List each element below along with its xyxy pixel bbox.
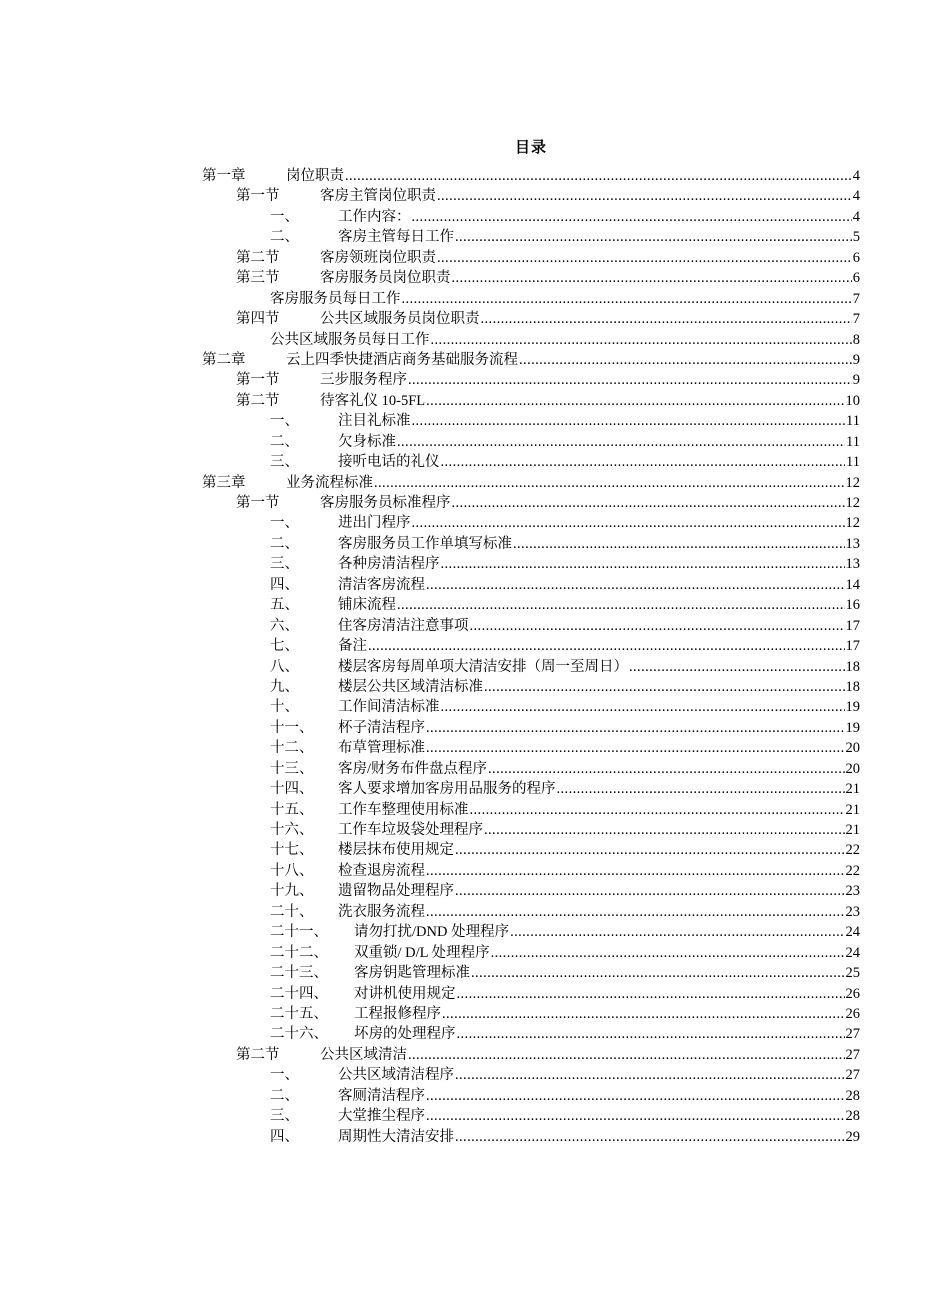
- toc-entry-title: 各种房清洁程序: [338, 556, 440, 573]
- toc-entry-title: 公共区域服务员每日工作: [270, 331, 430, 348]
- toc-entry-page-number: 21: [845, 822, 860, 838]
- toc-entry-title: 周期性大清洁安排: [338, 1128, 454, 1145]
- toc-entry-title: 公共区域清洁程序: [338, 1067, 454, 1084]
- toc-entry-page-number: 6: [852, 270, 860, 287]
- dot-leader: [455, 227, 852, 247]
- toc-entry-page-number: 12: [845, 495, 860, 511]
- toc-entry-title: 工作内容：: [338, 208, 411, 225]
- dot-leader: [452, 493, 845, 513]
- toc-entry-number: 二十、: [270, 903, 314, 920]
- toc-entry-number: 二十一、: [270, 924, 328, 941]
- toc-entry-page-number: 26: [845, 1005, 860, 1022]
- toc-entry[interactable]: [202, 718, 860, 738]
- toc-entry[interactable]: [202, 350, 860, 370]
- toc-entry-number: 七、: [270, 638, 299, 655]
- toc-entry-page-number: 28: [845, 1087, 860, 1104]
- toc-entry-title: 进出门程序: [338, 515, 411, 532]
- toc-entry-page-number: 10: [845, 392, 860, 409]
- toc-entry-title: 工作车垃圾袋处理程序: [338, 822, 483, 838]
- toc-entry-page-number: 14: [845, 576, 860, 593]
- toc-entry-title: 备注: [338, 638, 367, 655]
- toc-entry-number: 第一章: [202, 168, 246, 184]
- toc-entry-page-number: 6: [852, 249, 860, 266]
- dot-leader: [457, 1024, 845, 1044]
- toc-entry-page-number: 17: [845, 638, 860, 655]
- toc-entry-page-number: 9: [852, 372, 860, 389]
- toc-entry-page-number: 12: [845, 474, 860, 491]
- dot-leader: [441, 697, 845, 717]
- toc-entry-title: 大堂推尘程序: [338, 1108, 425, 1125]
- toc-entry-page-number: 11: [846, 454, 860, 471]
- toc-entry-title: 业务流程标准: [286, 474, 373, 491]
- toc-entry-title: 检查退房流程: [338, 862, 425, 879]
- toc-entry[interactable]: [202, 207, 860, 227]
- toc-entry-number: 十六、: [270, 822, 314, 838]
- toc-entry-page-number: 21: [845, 781, 860, 798]
- toc-entry-page-number: 27: [845, 1046, 860, 1063]
- dot-leader: [426, 738, 845, 758]
- toc-entry-number: 第三章: [202, 474, 246, 491]
- toc-entry[interactable]: [202, 330, 860, 350]
- toc-entry-number: 十七、: [270, 842, 314, 859]
- dot-leader: [510, 922, 844, 942]
- dot-leader: [368, 636, 845, 656]
- dot-leader: [426, 861, 845, 881]
- dot-leader: [412, 207, 852, 227]
- toc-entry[interactable]: [202, 616, 860, 636]
- toc-entry-page-number: 11: [846, 413, 860, 430]
- toc-entry-page-number: 22: [845, 842, 860, 859]
- toc-entry-page-number: 26: [845, 985, 860, 1002]
- toc-entry-title: 杯子清洁程序: [338, 719, 425, 736]
- toc-entry[interactable]: [202, 432, 860, 452]
- toc-entry-title: 楼层公共区域清洁标准: [338, 678, 483, 695]
- toc-entry[interactable]: [202, 534, 860, 554]
- dot-leader: [470, 800, 845, 820]
- toc-entry-number: 十八、: [270, 862, 314, 879]
- toc-entry[interactable]: [202, 902, 860, 922]
- dot-leader: [491, 943, 845, 963]
- toc-entry-title: 洗衣服务流程: [338, 903, 425, 920]
- dot-leader: [426, 902, 845, 922]
- toc-entry-number: 十四、: [270, 781, 314, 798]
- toc-entry-number: 三、: [270, 1108, 299, 1125]
- toc-entry-number: 第四节: [236, 311, 280, 328]
- toc-entry[interactable]: [202, 636, 860, 656]
- dot-leader: [408, 1045, 845, 1065]
- toc-entry[interactable]: [202, 943, 860, 963]
- toc-entry[interactable]: [202, 657, 860, 677]
- toc-entry-number: 二、: [270, 1087, 299, 1104]
- toc-entry-number: 二十六、: [270, 1026, 328, 1043]
- toc-entry-title: 客房服务员工作单填写标准: [338, 535, 512, 552]
- toc-entry[interactable]: [202, 984, 860, 1004]
- toc-entry-number: 二、: [270, 229, 299, 246]
- toc-entry-number: 十三、: [270, 760, 314, 777]
- toc-entry[interactable]: [202, 697, 860, 717]
- toc-entry-page-number: 7: [852, 311, 860, 328]
- dot-leader: [441, 554, 845, 574]
- toc-entry-page-number: 7: [852, 290, 860, 307]
- toc-entry-title: 遗留物品处理程序: [338, 883, 454, 900]
- toc-entry-number: 二十三、: [270, 965, 328, 982]
- toc-entry-title: 客房服务员每日工作: [270, 290, 401, 307]
- toc-entry-page-number: 11: [846, 433, 860, 450]
- toc-entry[interactable]: [202, 1024, 860, 1044]
- dot-leader: [345, 166, 852, 186]
- toc-entry[interactable]: [202, 861, 860, 881]
- toc-entry-number: 二、: [270, 433, 299, 450]
- dot-leader: [442, 1004, 845, 1024]
- toc-entry-title: 铺床流程: [338, 597, 396, 614]
- toc-entry[interactable]: [202, 575, 860, 595]
- dot-leader: [488, 759, 844, 779]
- toc-entry-title: 工作间清洁标准: [338, 699, 440, 716]
- toc-entry-number: 第一节: [236, 188, 280, 205]
- toc-entry[interactable]: [202, 1086, 860, 1106]
- toc-entry-number: 一、: [270, 1067, 299, 1084]
- toc-entry-number: 八、: [270, 658, 299, 675]
- toc-entry-title: 住客房清洁注意事项: [338, 617, 469, 634]
- dot-leader: [397, 595, 845, 615]
- toc-entry-title: 客房服务员标准程序: [320, 495, 451, 511]
- dot-leader: [629, 657, 845, 677]
- dot-leader: [455, 1127, 845, 1147]
- toc-entry-page-number: 16: [845, 597, 860, 614]
- toc-entry-title: 公共区域清洁: [320, 1046, 407, 1063]
- toc-entry[interactable]: [202, 800, 860, 820]
- toc-entry[interactable]: [202, 1004, 860, 1024]
- toc-entry-title: 三步服务程序: [320, 372, 407, 389]
- toc-entry-page-number: 21: [845, 801, 860, 818]
- toc-entry-page-number: 20: [845, 760, 860, 777]
- toc-entry[interactable]: [202, 309, 860, 329]
- toc-entry-page-number: 25: [845, 965, 860, 982]
- toc-entry[interactable]: [202, 166, 860, 186]
- toc-entry-page-number: 20: [845, 740, 860, 757]
- toc-entry-page-number: 19: [845, 699, 860, 716]
- dot-leader: [426, 575, 845, 595]
- dot-leader: [412, 411, 846, 431]
- toc-entry-title: 接听电话的礼仪: [338, 454, 440, 471]
- dot-leader: [397, 432, 845, 452]
- toc-entry-title: 对讲机使用规定: [354, 985, 456, 1002]
- toc-entry-page-number: 29: [845, 1128, 860, 1145]
- toc-entry-page-number: 23: [845, 903, 860, 920]
- dot-leader: [426, 1086, 845, 1106]
- toc-entry-page-number: 13: [845, 535, 860, 552]
- toc-entry-title: 楼层客房每周单项大清洁安排（周一至周日）: [338, 658, 628, 675]
- toc-entry-title: 欠身标准: [338, 433, 396, 450]
- dot-leader: [408, 370, 852, 390]
- toc-entry-page-number: 22: [845, 862, 860, 879]
- table-of-contents: [202, 166, 860, 1147]
- toc-entry-title: 客房领班岗位职责: [320, 249, 436, 266]
- toc-entry-page-number: 5: [852, 229, 860, 246]
- toc-entry-page-number: 28: [845, 1108, 860, 1125]
- toc-entry-page-number: 13: [845, 556, 860, 573]
- toc-entry[interactable]: [202, 779, 860, 799]
- toc-entry[interactable]: [202, 186, 860, 206]
- toc-entry-page-number: 4: [852, 188, 860, 205]
- dot-leader: [484, 677, 845, 697]
- toc-entry-number: 六、: [270, 617, 299, 634]
- toc-entry-title: 客厕清洁程序: [338, 1087, 425, 1104]
- toc-entry-title: 客房服务员岗位职责: [320, 270, 451, 287]
- toc-entry-title: 客人要求增加客房用品服务的程序: [338, 781, 556, 798]
- toc-entry[interactable]: [202, 227, 860, 247]
- dot-leader: [470, 616, 845, 636]
- toc-entry-number: 四、: [270, 1128, 299, 1145]
- toc-entry-page-number: 27: [845, 1067, 860, 1084]
- toc-entry-number: 三、: [270, 556, 299, 573]
- toc-entry-number: 二十五、: [270, 1005, 328, 1022]
- toc-entry-number: 第二节: [236, 392, 280, 409]
- toc-entry-number: 九、: [270, 678, 299, 695]
- toc-entry-number: 二十四、: [270, 985, 328, 1002]
- toc-entry[interactable]: [202, 922, 860, 942]
- toc-entry-title: 注目礼标准: [338, 413, 411, 430]
- toc-entry[interactable]: [202, 677, 860, 697]
- toc-entry-page-number: 24: [845, 924, 860, 941]
- toc-entry[interactable]: [202, 1045, 860, 1065]
- toc-entry[interactable]: [202, 289, 860, 309]
- toc-entry-page-number: 4: [852, 208, 860, 225]
- toc-entry[interactable]: [202, 391, 860, 411]
- toc-entry[interactable]: [202, 411, 860, 431]
- toc-entry-number: 三、: [270, 454, 299, 471]
- toc-entry-title: 公共区域服务员岗位职责: [320, 311, 480, 328]
- toc-entry-page-number: 18: [845, 678, 860, 695]
- dot-leader: [457, 984, 845, 1004]
- toc-entry-number: 第三节: [236, 270, 280, 287]
- toc-entry-number: 第二节: [236, 249, 280, 266]
- toc-entry-page-number: 17: [845, 617, 860, 634]
- dot-leader: [557, 779, 845, 799]
- toc-entry-title: 客房钥匙管理标准: [354, 965, 470, 982]
- toc-entry-title: 双重锁/ D/L 处理程序: [354, 944, 490, 961]
- toc-entry-title: 楼层抹布使用规定: [338, 842, 454, 859]
- dot-leader: [452, 268, 852, 288]
- toc-entry-title: 工作车整理使用标准: [338, 801, 469, 818]
- toc-entry[interactable]: [202, 554, 860, 574]
- toc-entry[interactable]: [202, 595, 860, 615]
- dot-leader: [455, 840, 845, 860]
- dot-leader: [426, 718, 845, 738]
- toc-entry-number: 二十二、: [270, 944, 328, 961]
- toc-entry-title: 云上四季快捷酒店商务基础服务流程: [286, 351, 518, 368]
- toc-entry-title: 坏房的处理程序: [354, 1026, 456, 1043]
- toc-entry-page-number: 9: [852, 351, 860, 368]
- toc-entry-title: 岗位职责: [286, 168, 344, 184]
- toc-entry[interactable]: [202, 1065, 860, 1085]
- dot-leader: [519, 350, 852, 370]
- toc-entry-number: 第一节: [236, 495, 280, 511]
- dot-leader: [426, 1106, 845, 1126]
- toc-entry-number: 一、: [270, 515, 299, 532]
- toc-entry[interactable]: [202, 493, 860, 513]
- toc-entry-number: 十、: [270, 699, 299, 716]
- toc-entry-title: 清洁客房流程: [338, 576, 425, 593]
- toc-entry-page-number: 23: [845, 883, 860, 900]
- toc-entry[interactable]: [202, 738, 860, 758]
- toc-entry[interactable]: [202, 268, 860, 288]
- toc-entry-page-number: 19: [845, 719, 860, 736]
- dot-leader: [412, 513, 845, 533]
- toc-entry-number: 十五、: [270, 801, 314, 818]
- toc-entry-number: 一、: [270, 208, 299, 225]
- toc-entry[interactable]: [202, 1127, 860, 1147]
- toc-entry-number: 第二节: [236, 1046, 280, 1063]
- toc-entry-number: 十一、: [270, 719, 314, 736]
- dot-leader: [455, 1065, 845, 1085]
- dot-leader: [441, 452, 846, 472]
- toc-entry-title: 请勿打扰/DND 处理程序: [354, 924, 510, 941]
- toc-entry-title: 客房主管每日工作: [338, 229, 454, 246]
- dot-leader: [437, 186, 852, 206]
- toc-entry[interactable]: [202, 759, 860, 779]
- toc-entry[interactable]: [202, 963, 860, 983]
- toc-entry-page-number: 8: [852, 331, 860, 348]
- toc-entry-page-number: 27: [845, 1026, 860, 1043]
- toc-entry[interactable]: [202, 820, 860, 840]
- toc-entry[interactable]: [202, 248, 860, 268]
- toc-entry-title: 待客礼仪 10-5FL: [320, 392, 426, 409]
- toc-entry-number: 十二、: [270, 740, 314, 757]
- toc-entry-number: 十九、: [270, 883, 314, 900]
- dot-leader: [481, 309, 852, 329]
- toc-entry-title: 客房主管岗位职责: [320, 188, 436, 205]
- toc-entry-number: 二、: [270, 535, 299, 552]
- toc-title: 目录: [514, 140, 547, 156]
- dot-leader: [374, 473, 845, 493]
- dot-leader: [484, 820, 845, 840]
- toc-entry[interactable]: [202, 840, 860, 860]
- toc-entry[interactable]: [202, 370, 860, 390]
- toc-entry-number: 四、: [270, 576, 299, 593]
- dot-leader: [426, 391, 844, 411]
- toc-entry-page-number: 18: [845, 658, 860, 675]
- toc-entry-title: 工程报修程序: [354, 1005, 441, 1022]
- dot-leader: [471, 963, 845, 983]
- toc-entry-page-number: 24: [845, 944, 860, 961]
- dot-leader: [455, 881, 845, 901]
- dot-leader: [437, 248, 852, 268]
- toc-entry-page-number: 4: [852, 168, 860, 184]
- toc-entry-number: 五、: [270, 597, 299, 614]
- toc-entry[interactable]: [202, 513, 860, 533]
- toc-entry-number: 第二章: [202, 351, 246, 368]
- dot-leader: [402, 289, 852, 309]
- toc-entry-title: 布草管理标准: [338, 740, 425, 757]
- toc-entry[interactable]: [202, 473, 860, 493]
- toc-entry-title: 客房/财务布件盘点程序: [338, 760, 488, 777]
- toc-entry[interactable]: [202, 452, 860, 472]
- toc-entry-page-number: 12: [845, 515, 860, 532]
- toc-entry-number: 第一节: [236, 372, 280, 389]
- toc-entry[interactable]: [202, 1106, 860, 1126]
- dot-leader: [431, 330, 852, 350]
- dot-leader: [513, 534, 845, 554]
- toc-entry[interactable]: [202, 881, 860, 901]
- toc-entry-number: 一、: [270, 413, 299, 430]
